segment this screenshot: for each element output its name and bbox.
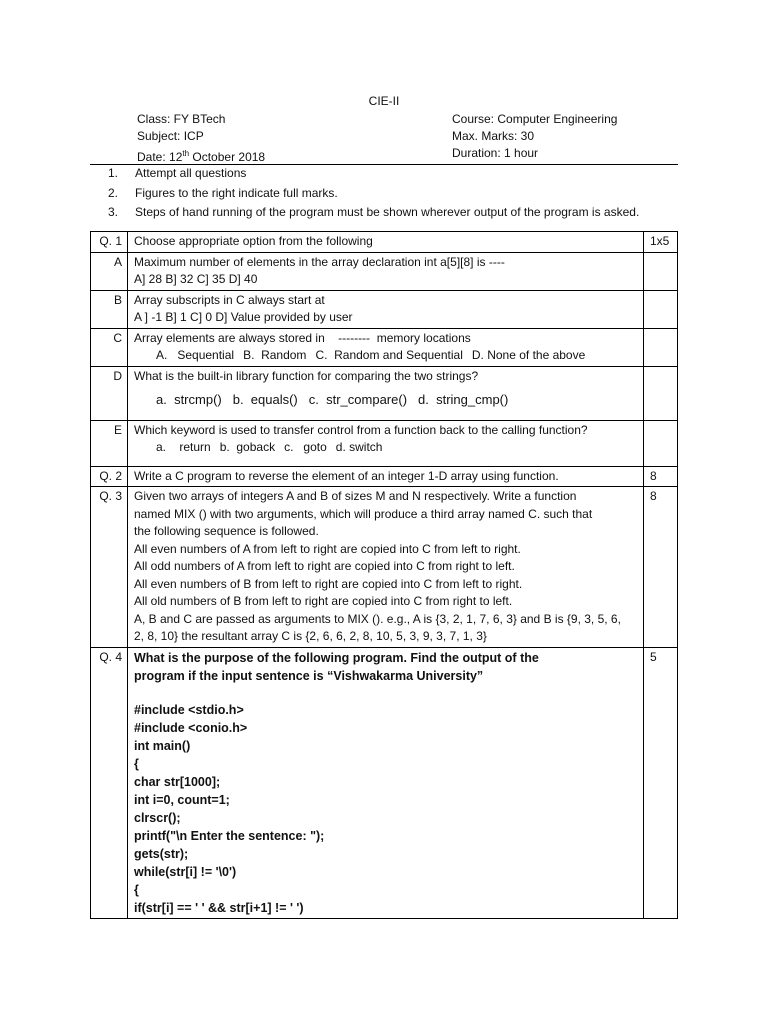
question-row-q3 (91, 487, 678, 648)
subquestion-body (128, 252, 644, 290)
instructions-list (108, 164, 639, 223)
subquestion-label: B (91, 290, 128, 328)
subquestion-body (128, 366, 644, 420)
marks-cell (644, 328, 678, 366)
code-line: #include <conio.h> (134, 720, 248, 735)
option-item: d. string_cmp() (418, 392, 509, 407)
class-line: Class: FY BTech (137, 112, 226, 126)
question-number: Q. 2 (91, 466, 128, 487)
instruction-number: 1. (108, 166, 119, 180)
code-line: { (134, 756, 139, 771)
exam-title: CIE-II (368, 94, 400, 108)
code-line: #include <stdio.h> (134, 702, 244, 717)
code-line: int i=0, count=1; (134, 792, 230, 807)
option-item: a. return (156, 440, 211, 454)
question-marks: 5 (644, 647, 678, 918)
subquestion-row-d (91, 366, 678, 420)
question-table (90, 231, 678, 919)
question-number: Q. 1 (91, 232, 128, 253)
duration-line: Duration: 1 hour (452, 146, 539, 160)
instruction-item (108, 164, 639, 184)
subquestion-row-a (91, 252, 678, 290)
subject-line: Subject: ICP (137, 129, 204, 143)
instruction-text: Attempt all questions (135, 166, 247, 180)
question-line: What is the purpose of the following program. Find the output of the (134, 650, 539, 665)
question-body (128, 487, 644, 648)
question-line: program if the input sentence is “Vishwakarma University” (134, 668, 484, 683)
header-right (452, 111, 617, 162)
subquestion-row-e (91, 420, 678, 466)
question-line: All odd numbers of A from left to right are copied into C from right to left. (134, 559, 515, 573)
code-line: if(str[i] == ' ' && str[i+1] != ' ') (134, 900, 304, 915)
subquestion-text: What is the built-in library function for comparing the two strings? (134, 368, 479, 383)
question-number: Q. 3 (91, 487, 128, 648)
question-row-q1 (91, 232, 678, 253)
question-line: named MIX () with two arguments, which will produce a third array named C. such that (134, 506, 593, 521)
subquestion-body (128, 420, 644, 466)
question-line: All even numbers of B from left to right are copied into C from left to right. (134, 576, 523, 591)
question-marks: 8 (644, 487, 678, 648)
subquestion-text: Array elements are always stored in -------- memory locations (134, 330, 471, 345)
code-line: printf("\n Enter the sentence: "); (134, 828, 325, 843)
date-line (137, 145, 265, 166)
question-line: the following sequence is followed. (134, 524, 319, 538)
code-line: while(str[i] != '\0') (134, 864, 237, 879)
subquestion-options: A ] -1 B] 1 C] 0 D] Value provided by user (134, 310, 353, 324)
question-line: Given two arrays of integers A and B of sizes M and N respectively. Write a function (134, 489, 577, 503)
code-line: int main() (134, 738, 191, 753)
subquestion-options (134, 391, 638, 409)
question-line: All even numbers of A from left to right are copied into C from left to right. (134, 541, 521, 556)
question-line: All old numbers of B from left to right are copied into C from right to left. (134, 594, 513, 608)
instruction-item (108, 203, 639, 223)
option-item: c. goto (284, 440, 327, 454)
code-line: char str[1000]; (134, 774, 221, 789)
marks-cell (644, 290, 678, 328)
option-item: C. Random and Sequential (315, 348, 463, 362)
subquestion-label: C (91, 328, 128, 366)
option-item: c. str_compare() (308, 392, 408, 407)
subquestion-row-c (91, 328, 678, 366)
option-item: b. equals() (232, 392, 298, 407)
code-line: gets(str); (134, 846, 189, 861)
date-superscript: th (182, 149, 190, 158)
max-marks-line: Max. Marks: 30 (452, 129, 535, 143)
spacer (134, 685, 638, 701)
instruction-text: Figures to the right indicate full marks. (135, 185, 338, 200)
question-line: 2, 8, 10} the resultant array C is {2, 6, 6, 2, 8, 10, 5, 3, 9, 3, 7, 1, 3} (134, 629, 487, 643)
marks-cell (644, 252, 678, 290)
question-body (128, 647, 644, 918)
marks-cell (644, 366, 678, 420)
question-text: Write a C program to reverse the element of an integer 1-D array using function. (128, 466, 644, 487)
question-number: Q. 4 (91, 647, 128, 918)
header-left (137, 111, 265, 166)
question-marks: 1x5 (644, 232, 678, 253)
instruction-text: Steps of hand running of the program must be shown wherever output of the program is asked. (135, 205, 640, 219)
subquestion-text: Array subscripts in C always start at (134, 292, 325, 307)
option-item: a. strcmp() (156, 392, 222, 407)
option-item: D. None of the above (471, 348, 586, 362)
subquestion-row-b (91, 290, 678, 328)
instruction-number: 3. (108, 205, 119, 219)
date-suffix: October 2018 (189, 150, 266, 164)
code-line: { (134, 882, 139, 897)
question-row-q2 (91, 466, 678, 487)
option-item: b. goback (219, 440, 276, 454)
question-text: Choose appropriate option from the following (128, 232, 644, 253)
question-marks: 8 (644, 466, 678, 487)
marks-cell (644, 420, 678, 466)
subquestion-options (134, 347, 638, 365)
subquestion-label: E (91, 420, 128, 466)
subquestion-text: Maximum number of elements in the array declaration int a[5][8] is ---- (134, 254, 505, 269)
instruction-number: 2. (108, 185, 119, 200)
subquestion-options: A] 28 B] 32 C] 35 D] 40 (134, 272, 258, 286)
option-item: A. Sequential (156, 348, 235, 362)
question-row-q4 (91, 647, 678, 918)
subquestion-text: Which keyword is used to transfer control from a function back to the calling function? (134, 422, 588, 437)
subquestion-label: D (91, 366, 128, 420)
code-line: clrscr(); (134, 810, 181, 825)
subquestion-body (128, 290, 644, 328)
date-prefix: Date: 12 (137, 150, 183, 164)
subquestion-label: A (91, 252, 128, 290)
option-item: B. Random (243, 348, 307, 362)
instruction-item (108, 184, 639, 204)
subquestion-body (128, 328, 644, 366)
question-line: A, B and C are passed as arguments to MIX (). e.g., A is {3, 2, 1, 7, 6, 3} and B is {9, 3, 5, 6, (134, 611, 621, 626)
course-line: Course: Computer Engineering (452, 112, 618, 126)
subquestion-options (134, 439, 638, 457)
option-item: d. switch (335, 440, 383, 454)
